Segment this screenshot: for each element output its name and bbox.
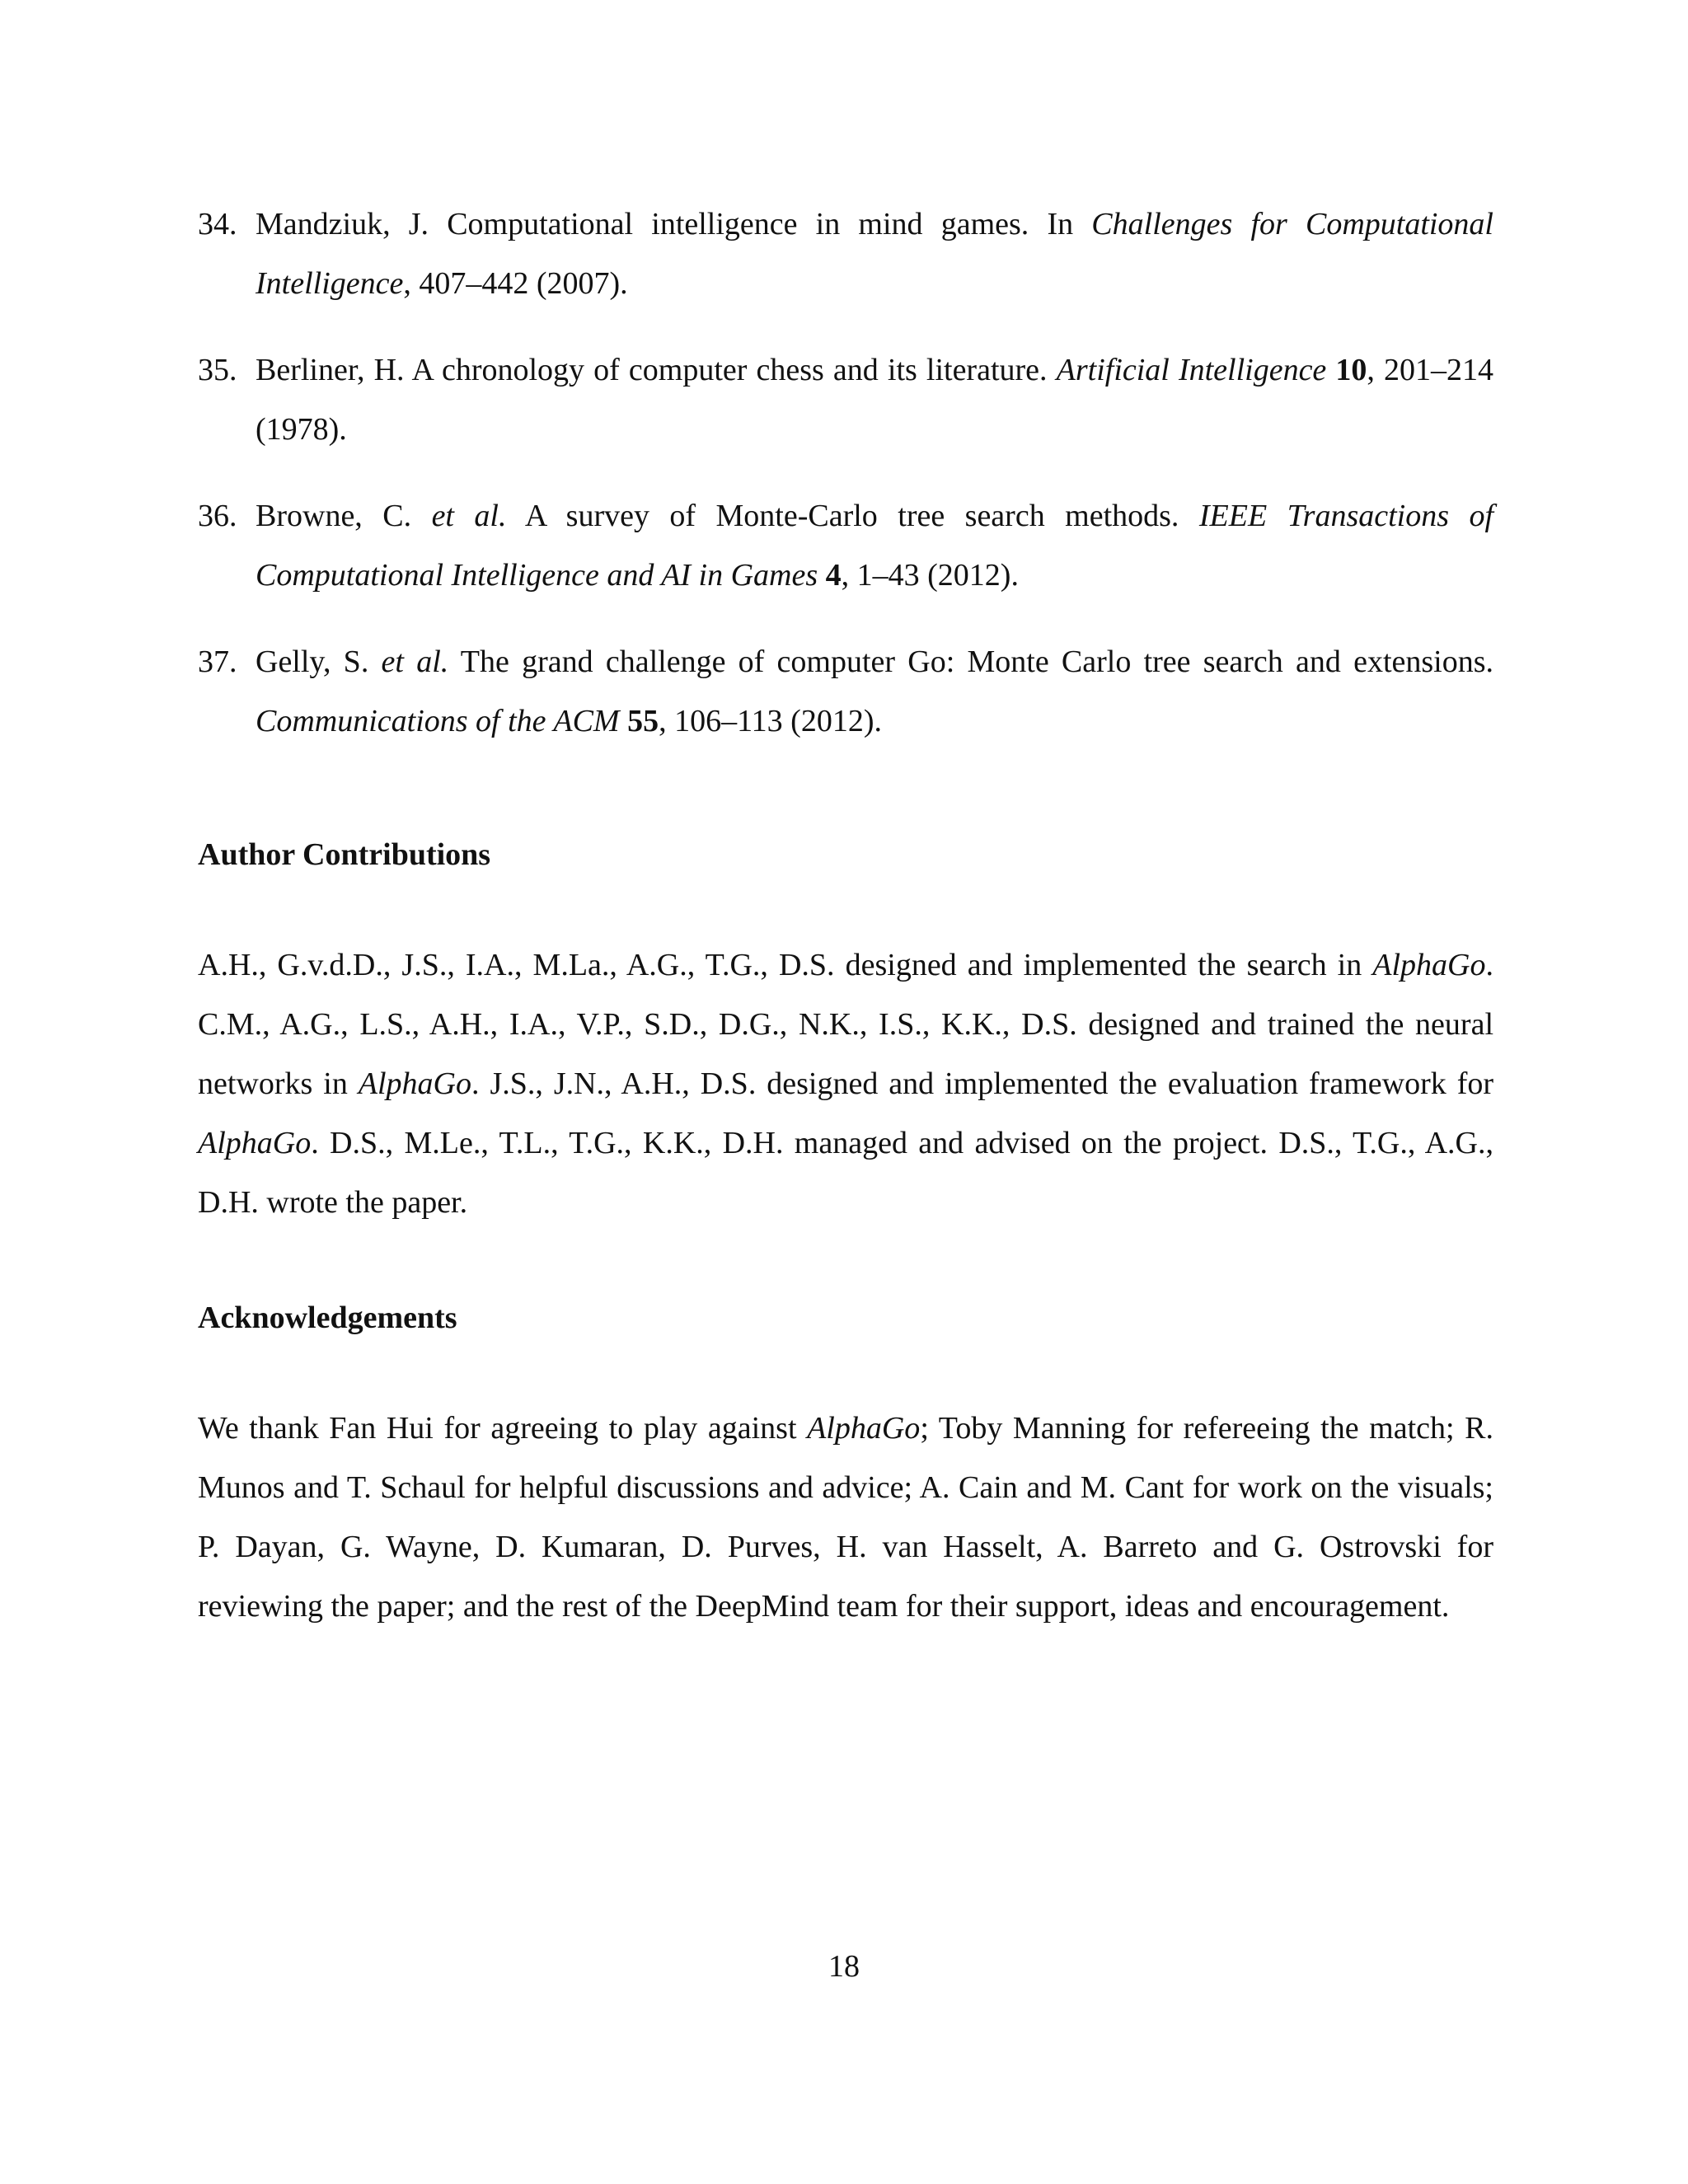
reference-item <box>198 632 1493 751</box>
reference-item <box>198 340 1493 459</box>
reference-item <box>198 194 1493 313</box>
text-segment: A survey of Monte-Carlo tree search methods. <box>506 499 1199 533</box>
acknowledgements-text <box>198 1399 1493 1636</box>
page-content <box>198 194 1493 1636</box>
reference-text <box>256 340 1493 459</box>
text-segment: , 407–442 (2007). <box>403 266 628 301</box>
text-segment: AlphaGo <box>1372 948 1486 982</box>
text-segment: AlphaGo <box>807 1411 921 1446</box>
text-segment: Challenges for Computational Intelligence <box>256 207 1493 301</box>
reference-number: 37. <box>198 644 237 679</box>
acknowledgements-heading: Acknowledgements <box>198 1301 457 1335</box>
text-segment: . D.S., M.Le., T.L., T.G., K.K., D.H. managed and advised on the project. D.S., T.G., A.G., D.H. wrote the paper. <box>198 1126 1493 1220</box>
text-segment: et al. <box>381 644 449 679</box>
text-segment: , 106–113 (2012). <box>659 704 882 738</box>
reference-text <box>256 194 1493 313</box>
text-segment: ; Toby Manning for refereeing the match; R. Munos and T. Schaul for helpful discussions and advice; A. Cain and M. Cant for work on the visuals; P. Dayan, G. Wayne, D. Kumaran, D. Purves, H. van Hasselt, A. Barreto and G. Ostrovski for reviewing the paper; and the rest of the DeepMind team for their support, ideas and encouragement. <box>198 1411 1493 1624</box>
text-segment: IEEE Transactions of Computational Intelligence and AI in Games <box>256 499 1494 593</box>
reference-number: 34. <box>198 207 237 241</box>
reference-number: 36. <box>198 499 237 533</box>
text-segment: Berliner, H. A chronology of computer chess and its literature. <box>256 353 1057 387</box>
text-segment: , 1–43 (2012). <box>841 558 1019 593</box>
text-segment: Communications of the ACM <box>256 704 620 738</box>
text-segment: AlphaGo <box>198 1126 312 1160</box>
text-segment: Artificial Intelligence <box>1056 353 1327 387</box>
text-segment: 10 <box>1335 353 1367 387</box>
text-segment: We thank Fan Hui for agreeing to play against <box>198 1411 808 1446</box>
text-segment <box>620 704 628 738</box>
text-segment: Browne, C. <box>256 499 432 533</box>
text-segment <box>818 558 826 593</box>
text-segment: , 201–214 (1978). <box>256 353 1494 447</box>
text-segment: Mandziuk, J. Computational intelligence in mind games. In <box>256 207 1092 241</box>
page-number: 18 <box>828 1949 860 1984</box>
text-segment: The grand challenge of computer Go: Monte Carlo tree search and extensions. <box>448 644 1494 679</box>
text-segment: Gelly, S. <box>256 644 382 679</box>
reference-list <box>198 194 1493 751</box>
text-segment: . C.M., A.G., L.S., A.H., I.A., V.P., S.D., D.G., N.K., I.S., K.K., D.S. designed and trained the neural networks in <box>198 948 1493 1101</box>
text-segment <box>1326 353 1335 387</box>
text-segment: 4 <box>825 558 842 593</box>
reference-text <box>256 632 1493 751</box>
reference-number: 35. <box>198 353 237 387</box>
reference-text <box>256 486 1493 605</box>
reference-item <box>198 486 1493 605</box>
text-segment: et al. <box>431 499 507 533</box>
text-segment: AlphaGo <box>358 1066 471 1101</box>
text-segment: 55 <box>627 704 659 738</box>
text-segment: A.H., G.v.d.D., J.S., I.A., M.La., A.G., T.G., D.S. designed and implemented the search in <box>198 948 1373 982</box>
author-contributions-text <box>198 935 1493 1232</box>
author-contributions-heading: Author Contributions <box>198 837 491 872</box>
text-segment: . J.S., J.N., A.H., D.S. designed and implemented the evaluation framework for <box>471 1066 1494 1101</box>
